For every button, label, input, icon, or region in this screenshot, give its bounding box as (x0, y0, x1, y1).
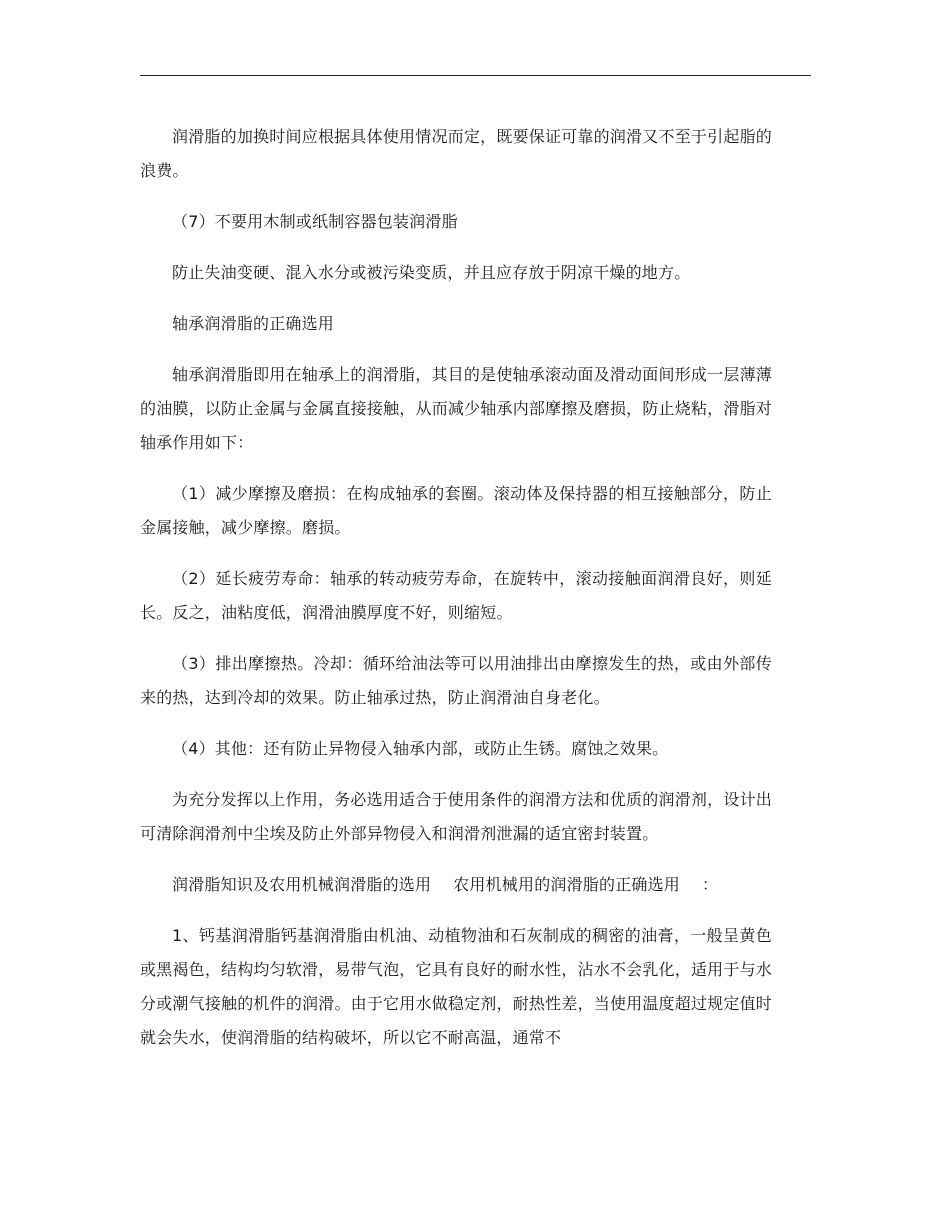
paragraph: 防止失油变硬、混入水分或被污染变质，并且应存放于阴凉干燥的地方。 (172, 263, 691, 282)
list-item: （1）减少摩擦及磨损：在构成轴承的套圈。滚动体及保持器的相互接触部分，防止 金属接触，减少摩擦。磨损。 (140, 484, 772, 537)
heading-part: 农用机械用的润滑脂的正确选用 (453, 875, 681, 894)
paragraph: 1、钙基润滑脂钙基润滑脂由机油、动植物油和石灰制成的稠密的油膏，一般呈黄色或黑褐色，结构均匀软滑，易带气泡，它具有良好的耐水性，沾水不会乳化，适用于与水分或潮气接触的机件的润滑。由于它用水做稳定剂，耐热性差，当使用温度超过规定值时就会失水，使润滑脂的结构破坏，所以它不耐高温，通常不 (140, 926, 772, 1047)
paragraph: 为充分发挥以上作用，务必选用适合于使用条件的润滑方法和优质的润滑剂，设计出可清除润滑剂中尘埃及防止外部异物侵入和润滑剂泄漏的适宜密封装置。 (140, 790, 772, 843)
header-rule (140, 75, 811, 76)
paragraph: 润滑脂的加换时间应根据具体使用情况而定，既要保证可靠的润滑又不至于引起脂的浪费。 (140, 127, 772, 180)
document-body (140, 120, 772, 1072)
paragraph: 轴承润滑脂即用在轴承上的润滑脂，其目的是使轴承滚动面及滑动面间形成一层薄薄的油膜，以防止金属与金属直接接触，从而减少轴承内部摩擦及磨损，防止烧粘，滑脂对轴承作用如下： (140, 365, 772, 452)
paragraph: （7）不要用木制或纸制容器包装润滑脂 (172, 212, 458, 231)
heading-part: 润滑脂知识及农用机械润滑脂的选用 (172, 875, 432, 894)
section-heading: 轴承润滑脂的正确选用 (172, 314, 335, 333)
list-item: （2）延长疲劳寿命：轴承的转动疲劳寿命，在旋转中，滚动接触面润滑良好，则延长。反之，油粘度低，润滑油膜厚度不好，则缩短。 (140, 569, 772, 622)
section-heading-line (140, 868, 772, 902)
list-item: （4）其他：还有防止异物侵入轴承内部，或防止生锈。腐蚀之效果。 (172, 739, 669, 758)
heading-part: ： (702, 875, 719, 894)
list-item: （3）排出摩擦热。冷却：循环给油法等可以用油排出由摩擦发生的热，或由外部传来的热，达到冷却的效果。防止轴承过热，防止润滑油自身老化。 (140, 654, 772, 707)
